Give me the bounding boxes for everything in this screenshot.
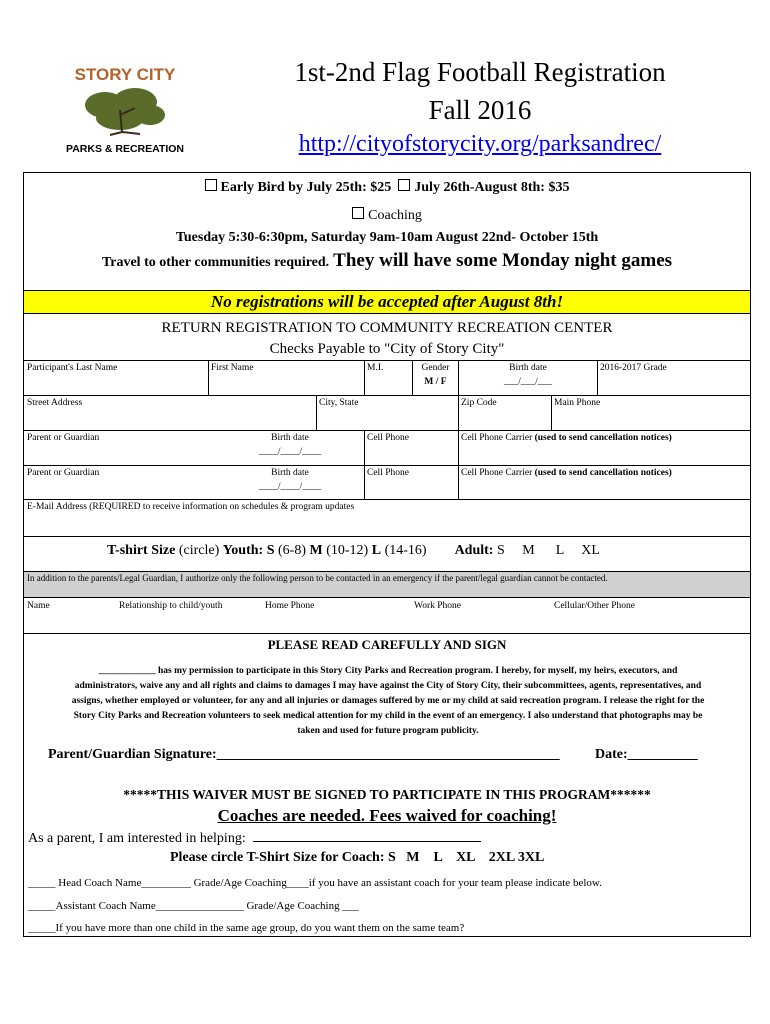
logo-bottom-text: PARKS & RECREATION — [65, 143, 185, 155]
date-line[interactable]: Date:__________ — [595, 747, 698, 762]
parent-2-birth-blank: ____/____/____ — [258, 482, 322, 492]
travel-note — [24, 250, 750, 272]
youth-m-range: (10-12) — [322, 543, 372, 558]
coach-interest-text: As a parent, I am interested in helping: — [28, 831, 246, 846]
youth-m: M — [309, 543, 323, 558]
waiver-line-5: taken and used for future program publicity. — [297, 726, 479, 736]
waiver-line-1: ____________ has my permission to participate in this Story City Parks and Recreation program. I hereby, for myself, my heirs, executors, and — [98, 666, 678, 676]
fee-options — [24, 179, 750, 196]
tshirt-circle: (circle) — [175, 543, 223, 558]
waiver-line-3: assigns, whether employed or volunteer, for any and all injuries or damages suffered by me or my child at said recreation program. I release the right for the — [71, 696, 705, 706]
first-name-field[interactable]: First Name — [211, 363, 254, 373]
return-line-1: RETURN REGISTRATION TO COMMUNITY RECREATION CENTER — [161, 320, 613, 336]
youth-l-range: (14-16) — [381, 543, 427, 558]
waiver-heading: PLEASE READ CAREFULLY AND SIGN — [267, 637, 507, 652]
parent-2-birth-label: Birth date — [271, 468, 309, 478]
coaching-label: Coaching — [368, 208, 422, 223]
gender-field[interactable] — [413, 363, 458, 388]
parent-1-birth-field[interactable] — [240, 433, 340, 458]
parent-2-cell-field[interactable]: Cell Phone — [367, 468, 409, 478]
schedule-text: Tuesday 5:30-6:30pm, Saturday 9am-10am August 22nd- October 15th — [175, 230, 599, 245]
carrier-label: Cell Phone Carrier — [461, 468, 535, 478]
carrier-label: Cell Phone Carrier — [461, 433, 535, 443]
adult-label: Adult: — [454, 543, 494, 558]
tshirt-size-row[interactable] — [107, 543, 600, 559]
gender-options: M / F — [424, 377, 447, 387]
parent-1-birth-label: Birth date — [271, 433, 309, 443]
emergency-name-field[interactable]: Name — [27, 601, 50, 611]
email-field[interactable]: E-Mail Address (REQUIRED to receive information on schedules & program updates — [27, 502, 355, 512]
last-name-field[interactable]: Participant's Last Name — [27, 363, 118, 373]
youth-s-range: (6-8) — [274, 543, 310, 558]
tshirt-label: T-shirt Size — [107, 543, 176, 558]
same-team-line[interactable]: _____If you have more than one child in the same age group, do you want them on the same team? — [28, 922, 465, 934]
carrier-note: (used to send cancellation notices) — [534, 433, 672, 443]
parent-1-field[interactable]: Parent or Guardian — [27, 433, 100, 443]
adult-sizes: S M L XL — [496, 543, 600, 558]
waiver-line-2: administrators, waive any and all rights and claims to damages I may have against the City of Story City, their subcommittees, agents, representatives, and — [74, 681, 702, 691]
grade-field[interactable]: 2016-2017 Grade — [600, 363, 667, 373]
early-bird-checkbox[interactable] — [205, 179, 217, 191]
youth-l: L — [371, 543, 382, 558]
coach-shirt-size[interactable]: Please circle T-Shirt Size for Coach: S M L XL 2XL 3XL — [170, 850, 545, 865]
head-coach-line[interactable]: _____ Head Coach Name_________ Grade/Age Coaching____if you have an assistant coach for your team please indicate below. — [28, 877, 602, 889]
mi-field[interactable]: M.I. — [367, 363, 384, 373]
parks-url-link[interactable]: http://cityofstorycity.org/parksandrec/ — [298, 131, 662, 157]
late-registration-checkbox[interactable] — [398, 179, 410, 191]
coaching-checkbox[interactable] — [352, 207, 364, 219]
late-registration-label: July 26th-August 8th: $35 — [414, 180, 570, 195]
emergency-cell-phone-field[interactable]: Cellular/Other Phone — [554, 601, 635, 611]
birth-date-field[interactable] — [459, 363, 597, 388]
early-bird-label: Early Bird by July 25th: $25 — [220, 180, 392, 195]
zip-code-field[interactable]: Zip Code — [461, 398, 497, 408]
carrier-note: (used to send cancellation notices) — [534, 468, 672, 478]
waiver-line-4: Story City Parks and Recreation volunteers to seek medical attention for my child in the event of an emergency. I also understand that photographs may be — [73, 711, 703, 721]
title-line-1: 1st-2nd Flag Football Registration — [294, 57, 666, 87]
coach-interest-line[interactable] — [28, 829, 481, 847]
emergency-work-phone-field[interactable]: Work Phone — [414, 601, 461, 611]
checks-payable-line: Checks Payable to "City of Story City" — [269, 341, 505, 357]
travel-text: Travel to other communities required. — [101, 255, 330, 270]
birth-date-label: Birth date — [509, 363, 547, 373]
gender-label: Gender — [421, 363, 450, 373]
logo-top-text: STORY CITY — [74, 65, 176, 84]
coaching-option — [24, 207, 750, 224]
emergency-relationship-field[interactable]: Relationship to child/youth — [119, 601, 223, 611]
waiver-text — [32, 664, 744, 739]
parent-1-cell-field[interactable]: Cell Phone — [367, 433, 409, 443]
signature-line[interactable]: Parent/Guardian Signature:_________________________________________________ — [48, 747, 560, 762]
parent-1-birth-blank: ____/____/____ — [258, 447, 322, 457]
emergency-home-phone-field[interactable]: Home Phone — [265, 601, 315, 611]
main-phone-field[interactable]: Main Phone — [554, 398, 601, 408]
youth-s: Youth: S — [222, 543, 275, 558]
monday-text: They will have some Monday night games — [333, 250, 673, 271]
birth-date-blank: ___/___/___ — [503, 377, 553, 387]
emergency-notice: In addition to the parents/Legal Guardian, I authorize only the following person to be contacted in an emergency if the parent/legal guardian cannot be contacted. — [27, 573, 608, 583]
parent-2-field[interactable]: Parent or Guardian — [27, 468, 100, 478]
parent-1-carrier-field[interactable] — [461, 433, 672, 444]
coaches-heading: Coaches are needed. Fees waived for coaching! — [217, 806, 557, 825]
coach-interest-blank[interactable] — [253, 829, 481, 842]
story-city-logo — [50, 60, 200, 160]
assistant-coach-line[interactable]: _____Assistant Coach Name________________ Grade/Age Coaching ___ — [28, 900, 359, 912]
title-line-2: Fall 2016 — [428, 95, 532, 125]
must-sign-notice: *****THIS WAIVER MUST BE SIGNED TO PARTICIPATE IN THIS PROGRAM****** — [123, 787, 651, 802]
parent-2-carrier-field[interactable] — [461, 468, 672, 479]
deadline-banner: No registrations will be accepted after August 8th! — [24, 290, 750, 314]
city-state-field[interactable]: City, State — [319, 398, 359, 408]
street-address-field[interactable]: Street Address — [27, 398, 83, 408]
parent-2-birth-field[interactable] — [240, 468, 340, 493]
